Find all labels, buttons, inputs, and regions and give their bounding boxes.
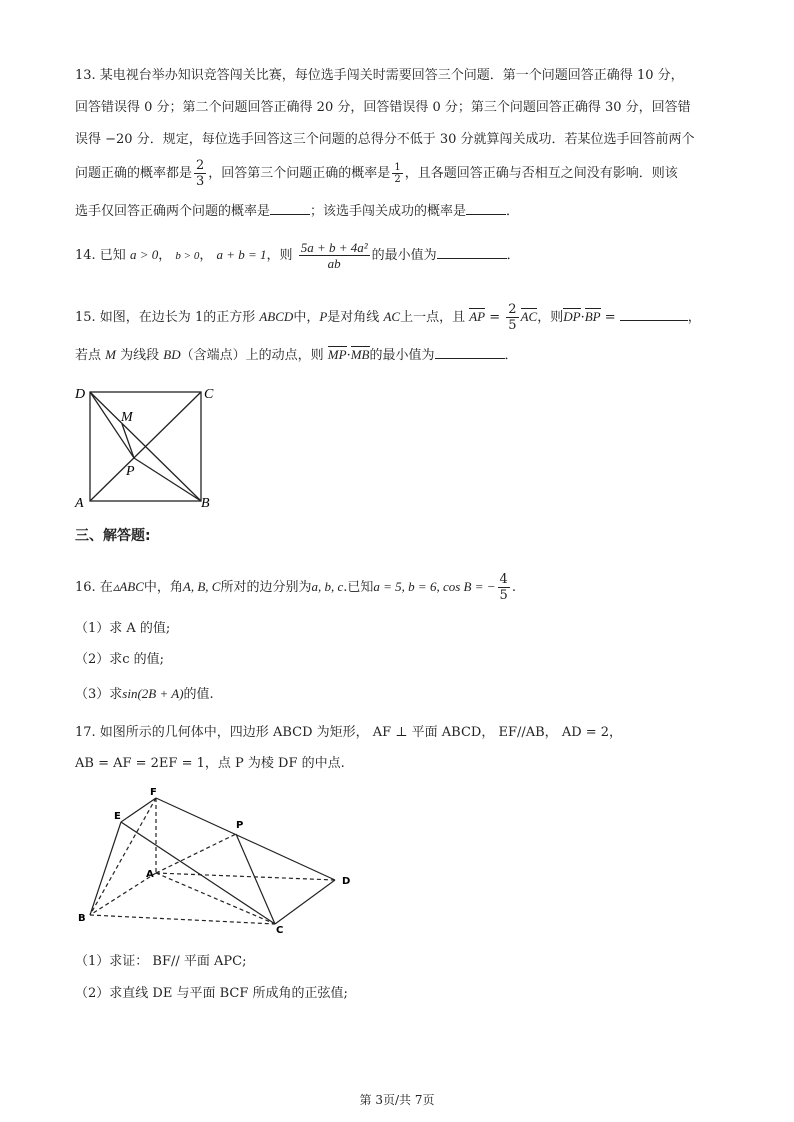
q13-line3: 误得 −20 分．规定，每位选手回答这三个问题的总得分不低于 30 分就算闯关成功．若某位选手回答前两个 — [75, 132, 695, 147]
q13-line4: 问题正确的概率都是 $\frac{2}{3}$ ，回答第三个问题正确的概率是 $\frac{1}{2}$ ，且各题回答正确与否相互之间没有影响．则该 — [75, 158, 678, 189]
label-d: D — [342, 876, 351, 887]
fraction-one-half: $\frac{1}{2}$ — [394, 162, 401, 185]
label-b: B — [78, 913, 86, 924]
answer-blank — [437, 258, 507, 259]
answer-blank — [620, 320, 688, 321]
edge-cd — [275, 880, 335, 924]
label-b: B — [201, 496, 210, 511]
q14-line: 14. 已知 a > 0， b > 0， a + b = 1，则 $\frac{\text{5a + b + 4a²}}{ab}$ 的最小值为 ． — [75, 240, 520, 271]
edge-fd — [156, 798, 335, 880]
q15-line1: 15. 如图，在边长为 1的正方形 ABCD中，P是对角线 AC上一点，且 AP = $\frac{2}{5}$ AC，则DP·BP = ， — [75, 302, 701, 333]
q17-part1: （1）求证： BF// 平面 APC; — [75, 954, 247, 969]
segment-pb — [134, 458, 201, 501]
q13-line5: 选手仅回答正确两个问题的概率是 ；该选手闯关成功的概率是 ． — [75, 204, 520, 219]
answer-blank — [466, 214, 506, 215]
fraction-two-fifths: $\frac{2}{5}$ — [508, 302, 517, 333]
label-f: F — [150, 787, 157, 798]
section-heading: 三、解答题: — [75, 528, 151, 544]
q16-part3: （3）求sin(2B + A)的值. — [75, 686, 214, 702]
solid-figure — [70, 785, 370, 935]
q15-line2: 若点 M 为线段 BD（含端点）上的动点，则 MP·MB的最小值为 ． — [75, 347, 518, 363]
fraction-four-fifths: $\frac{4}{5}$ — [499, 572, 508, 603]
label-c: C — [276, 925, 284, 935]
label-e: E — [114, 811, 121, 822]
fraction-expression: $\frac{\text{5a + b + 4a²}}{ab}$ — [300, 240, 368, 271]
label-p: P — [126, 464, 135, 479]
label-m: M — [121, 410, 133, 425]
edge-ac — [156, 873, 275, 924]
label-c: C — [204, 387, 214, 402]
q16-line: 16. 在▵ABC中，角A, B, C所对的边分别为a, b, c.已知a = 5, b = 6, cos B = − $\frac{4}{5}$ . — [75, 572, 516, 603]
square-figure — [70, 380, 220, 515]
label-p: P — [236, 820, 244, 831]
edge-ef — [121, 798, 156, 822]
q16-part1: （1）求 A 的值; — [75, 621, 171, 636]
edge-ec — [121, 822, 275, 924]
edge-fb — [90, 798, 156, 915]
fraction-two-thirds: $\frac{2}{3}$ — [196, 158, 205, 189]
q13-line2: 回答错误得 0 分；第二个问题回答正确得 20 分，回答错误得 0 分；第三个问题回答正确得 30 分，回答错 — [75, 100, 691, 115]
q17-part2: （2）求直线 DE 与平面 BCF 所成角的正弦值; — [75, 986, 348, 1001]
q16-part2: （2）求c 的值; — [75, 652, 165, 667]
q17-line2: AB = AF = 2EF = 1，点 P 为棱 DF 的中点. — [75, 756, 345, 771]
answer-blank — [270, 214, 310, 215]
q17-line1: 17. 如图所示的几何体中，四边形 ABCD 为矩形， AF ⊥ 平面 ABCD， EF//AB， AD = 2， — [75, 725, 623, 740]
edge-ad — [156, 873, 335, 880]
label-d: D — [75, 387, 86, 402]
segment-dp — [90, 392, 134, 458]
q13-line1: 13. 某电视台举办知识竞答闯关比赛，每位选手闯关时需要回答三个问题．第一个问题回答正确得 10 分， — [75, 68, 684, 83]
label-a: A — [75, 496, 84, 511]
answer-blank — [435, 358, 505, 359]
label-a: A — [146, 869, 154, 880]
page-footer: 第 3页/共 7页 — [359, 1093, 435, 1107]
edge-bc — [90, 915, 275, 924]
